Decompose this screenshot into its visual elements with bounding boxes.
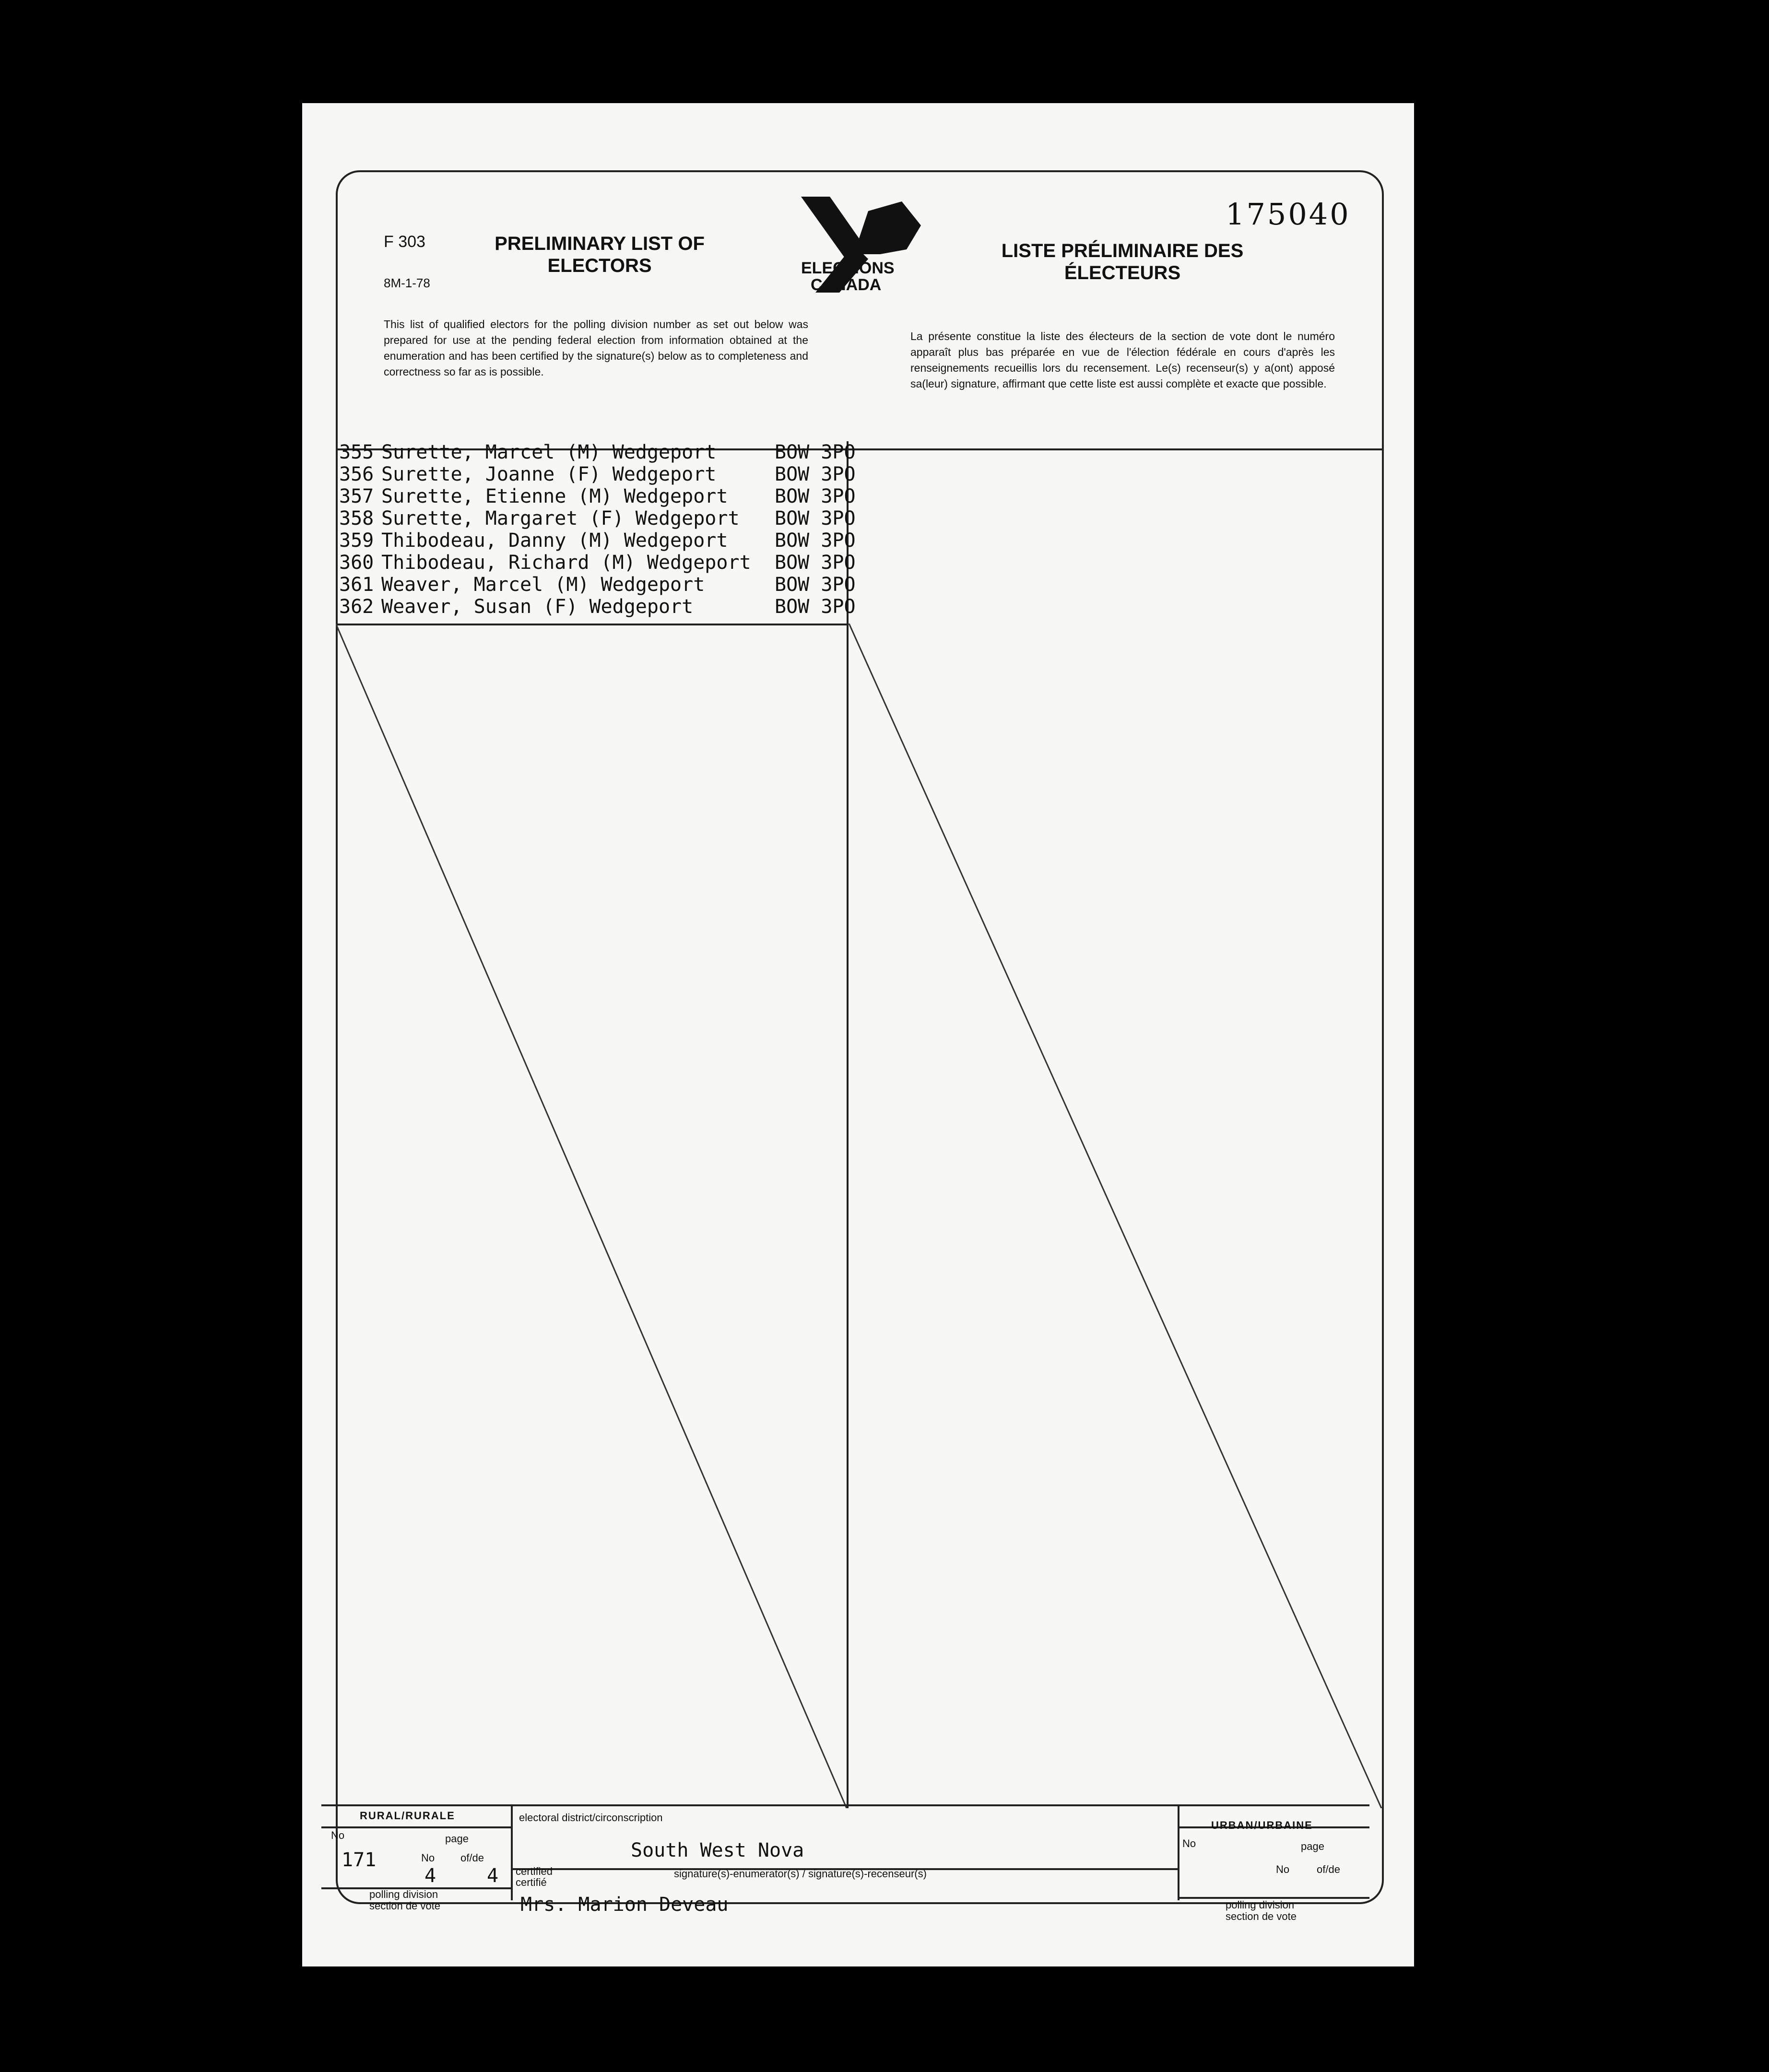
urban-no-label: No [1182,1837,1196,1849]
elector-number: 358 [339,507,374,530]
rural-page-total: 4 [487,1865,499,1887]
urban-polling-label-fr: section de vote [1226,1910,1297,1922]
elector-entry: Surette, Joanne (F) Wedgeport [381,463,717,485]
electoral-district-label: electoral district/circonscription [519,1812,663,1824]
elector-number: 360 [339,552,374,574]
enumerator-signature: Mrs. Marion Deveau [520,1894,729,1916]
elections-canada-logo [796,192,931,307]
urban-page-no-label: No [1276,1863,1290,1875]
elector-row [339,552,857,574]
elector-postal-code: BOW 3PO [775,485,856,507]
elector-list [339,441,857,618]
elector-row [339,574,857,596]
urban-page-label: page [1301,1840,1324,1852]
elector-entry: Weaver, Susan (F) Wedgeport [381,596,694,618]
rural-no-label: No [331,1829,345,1841]
elector-entry: Thibodeau, Richard (M) Wedgeport [381,552,751,574]
intro-french: La présente constitue la liste des électeurs de la section de vote dont le numéro apparaît plus bas préparée en vue de l'élection fédérale en cours d'après les renseignements recueillis lors du recensement. Le(s) recenseur(s) y a(ont) apposé sa(leur) signature, affirmant que cette liste est aussi complète et exacte que possible. [910,330,1335,390]
rural-label: RURAL/RURALE [360,1810,455,1822]
rural-polling-number: 171 [342,1849,377,1871]
svg-text:ELECTIONS: ELECTIONS [801,259,895,277]
elector-number: 359 [339,530,374,552]
elector-row [339,463,857,485]
elector-entry: Surette, Etienne (M) Wedgeport [381,485,728,507]
elector-entry: Surette, Margaret (F) Wedgeport [381,507,740,530]
elector-postal-code: BOW 3PO [775,596,856,618]
certified-label-en: certified [516,1865,553,1877]
intro-english: This list of qualified electors for the polling division number as set out below was prepared for use at the pending federal election from information obtained at the enumeration and has been certified by the signature(s) below as to completeness and correctness so far as is possible. [384,318,808,378]
title-french: LISTE PRÉLIMINAIRE DES ÉLECTEURS [1001,240,1244,283]
rural-polling-label-en: polling division [369,1888,438,1900]
elector-row [339,441,857,463]
rural-label-rule [321,1826,511,1828]
urban-of-label: of/de [1317,1863,1340,1875]
rural-polling-label-fr: section de vote [369,1900,440,1912]
urban-label: URBAN/URBAINE [1211,1819,1313,1831]
rural-page-no-label: No [421,1852,435,1864]
elector-row [339,530,857,552]
elector-postal-code: BOW 3PO [775,463,856,485]
elector-postal-code: BOW 3PO [775,441,856,463]
rural-page-label: page [445,1833,469,1845]
serial-number: 175040 [1226,197,1351,232]
footer-divider-right [1178,1804,1179,1900]
electoral-district-value: South West Nova [631,1839,804,1861]
elector-entry: Weaver, Marcel (M) Wedgeport [381,574,705,596]
elector-number: 356 [339,463,374,485]
rural-of-label: of/de [460,1852,484,1864]
elector-row [339,507,857,530]
form-date: 8M-1-78 [384,276,430,290]
title-english: PRELIMINARY LIST OF ELECTORS [495,233,705,276]
form-code: F 303 [384,233,425,251]
elector-postal-code: BOW 3PO [775,530,856,552]
elector-row [339,485,857,507]
elector-postal-code: BOW 3PO [775,507,856,530]
elector-postal-code: BOW 3PO [775,552,856,574]
elector-postal-code: BOW 3PO [775,574,856,596]
signature-label: signature(s)-enumerator(s) / signature(s)-recenseur(s) [674,1868,927,1880]
elector-entry: Thibodeau, Danny (M) Wedgeport [381,530,728,552]
rural-page-number: 4 [425,1865,436,1887]
elector-entry: Surette, Marcel (M) Wedgeport [381,441,717,463]
elector-number: 361 [339,574,374,596]
elector-number: 357 [339,485,374,507]
urban-polling-label-en: polling division [1226,1899,1295,1911]
elector-number: 362 [339,596,374,618]
certified-label-fr: certifié [516,1876,547,1888]
void-strike-lines [336,624,1384,1808]
footer-divider-left [511,1804,513,1900]
footer-top-rule [321,1804,1369,1806]
svg-text:CANADA: CANADA [811,276,882,294]
elector-number: 355 [339,441,374,463]
elector-row [339,596,857,618]
